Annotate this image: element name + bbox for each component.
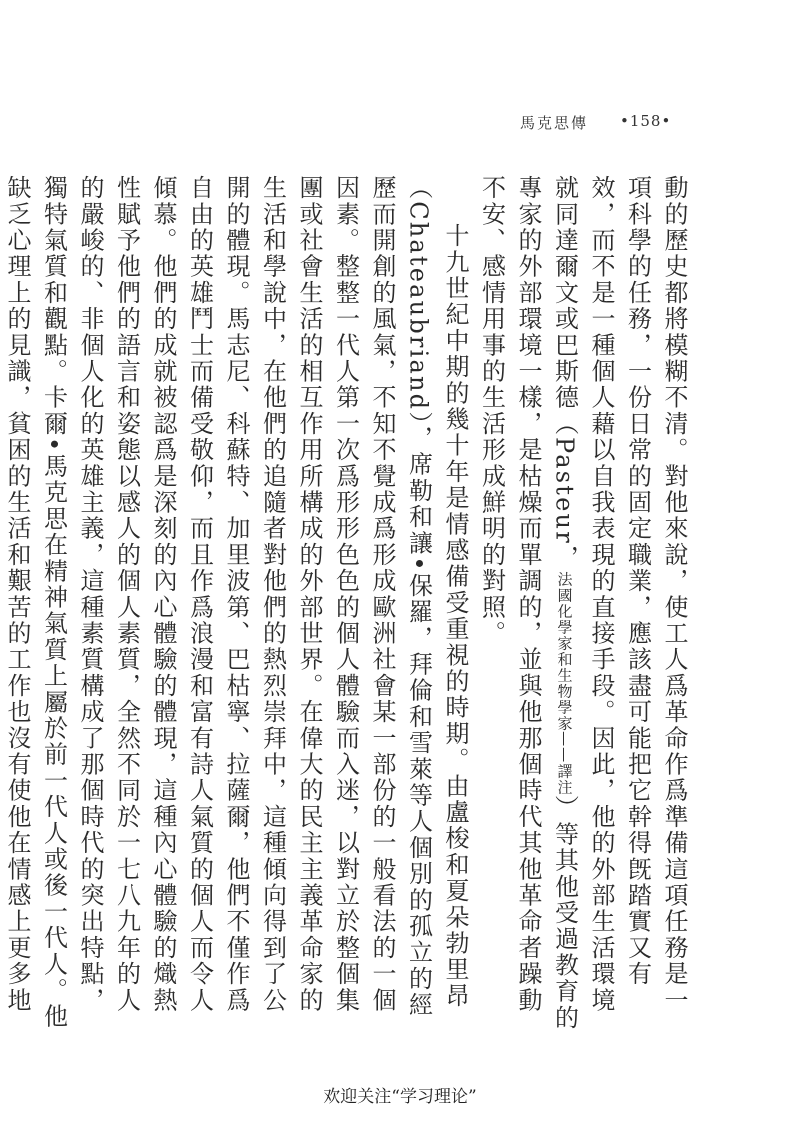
- paragraph-2: 十九世紀中期的幾十年是情感備受重視的時期。由盧梭和夏朵勃里昂（Chateaubriand），席勒和讓•保羅，拜倫和雪萊等人個別的孤立的經歷而開創的風氣，不知不覺成爲形成歐洲社會某一部份的一般看法的一個因素。整整一代人第一次爲形形色色的個人體驗而入迷，以對立於整個集團或社會生活的相互作用所構成的外部世界。在偉大的民主主義革命家的生活和學說中，在他們的追隨者對他們的熱烈崇拜中，這種傾向得到了公開的體現。馬志尼、科蘇特、加里波第、巴枯寧、拉薩爾，他們不僅作爲自由的英雄鬥士而備受敬仰，而且作爲浪漫和富有詩人氣質的個人而令人傾慕。他們的成就被認爲是深刻的內心體驗的體現，這種內心體驗的熾熱性賦予他們的語言和姿態以感人的個人素質，全然不同於一七八九年的人的嚴峻的、非個人化的英雄主義，這種素質構成了那個時代的突出特點，獨特氣質和觀點。卡爾•馬克思在精神氣質上屬於前一代人或後一代人。他缺乏心理上的見識，貧困的生活和艱苦的工作也沒有使他在情感上更多地: [3, 175, 469, 1030]
- translator-note: 法國化學家和生物學家——譯注: [555, 571, 574, 796]
- paragraph-1-text-b: ）等其他受過教育的專家的外部環境一樣，是枯燥而單調的，並與他那個時代其他革命者躁動不安、感情用事的生活形成鮮明的對照。: [477, 175, 579, 1031]
- vertical-body-text: [3, 175, 692, 1035]
- running-header: [520, 112, 720, 138]
- book-title: 馬克思傳: [520, 114, 589, 132]
- footer-caption: 欢迎关注“学习理论”: [323, 1087, 477, 1107]
- paragraph-1: [473, 175, 692, 1035]
- paragraph-1-text-a: 動的歷史都將模糊不清。對他來說，使工人爲革命作爲準備這項任務是一項科學的任務，一份日常的固定職業，應該盡可能把它幹得旣踏實又有效，而不是一種個人藉以自我表現的直接手段。因此，他的外部生活環境就同達爾文或巴斯德（Pasteur，: [550, 175, 688, 1014]
- page-number: •158•: [620, 112, 672, 130]
